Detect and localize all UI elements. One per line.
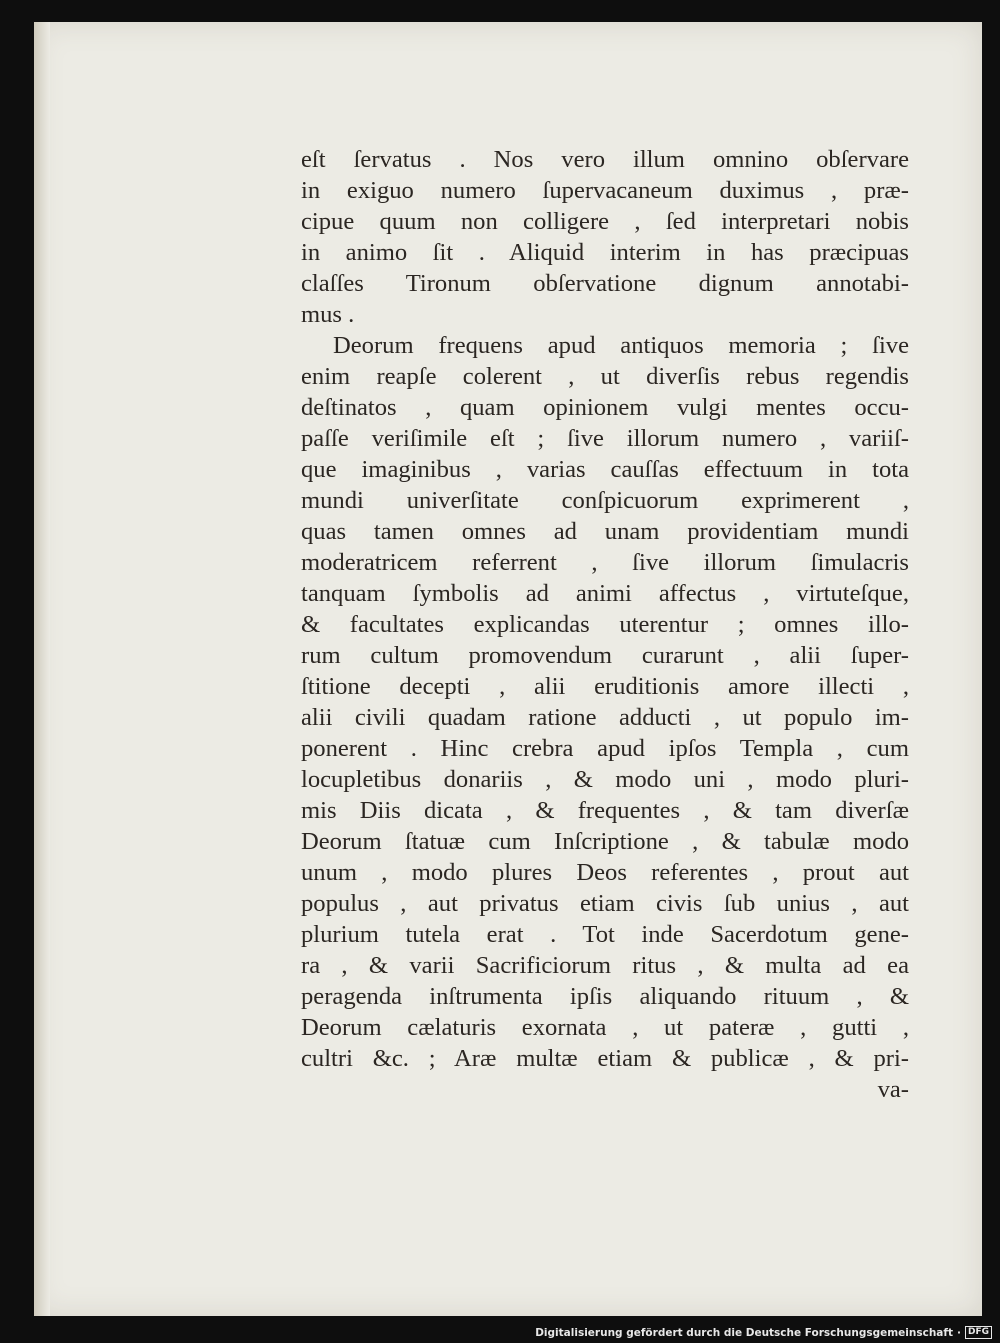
- text-line: mundi univerſitate conſpicuorum exprimerent ,: [301, 487, 909, 514]
- text-line: locupletibus donariis , & modo uni , modo pluri-: [301, 766, 909, 793]
- text-line: unum , modo plures Deos referentes , prout aut: [301, 859, 909, 886]
- text-line: ra , & varii Sacrificiorum ritus , & multa ad ea: [301, 952, 909, 979]
- dfg-logo-icon: DFG: [965, 1326, 992, 1339]
- credit-separator: ·: [956, 1326, 961, 1339]
- text-line: moderatricem referrent , ſive illorum ſimulacris: [301, 549, 909, 576]
- text-line: que imaginibus , varias cauſſas effectuum in tota: [301, 456, 909, 483]
- text-line: mis Diis dicata , & frequentes , & tam diverſæ: [301, 797, 909, 824]
- text-line: Deorum ſtatuæ cum Inſcriptione , & tabulæ modo: [301, 828, 909, 855]
- text-line: in animo ſit . Aliquid interim in has præcipuas: [301, 239, 909, 266]
- text-line: rum cultum promovendum curarunt , alii ſuper-: [301, 642, 909, 669]
- text-line: in exiguo numero ſupervacaneum duximus , præ-: [301, 177, 909, 204]
- text-line: cipue quum non colligere , ſed interpretari nobis: [301, 208, 909, 235]
- paragraph-2: [301, 330, 909, 1074]
- text-line: mus .: [301, 301, 355, 328]
- text-line: deſtinatos , quam opinionem vulgi mentes occu-: [301, 394, 909, 421]
- text-line: Deorum cælaturis exornata , ut pateræ , gutti ,: [301, 1014, 909, 1041]
- scanned-page: [34, 22, 982, 1316]
- paragraph-1: [301, 144, 909, 330]
- text-line: plurium tutela erat . Tot inde Sacerdotum gene-: [301, 921, 909, 948]
- credit-text: Digitalisierung gefördert durch die Deutsche Forschungsgemeinschaft: [535, 1326, 953, 1339]
- text-line: eſt ſervatus . Nos vero illum omnino obſervare: [301, 146, 909, 173]
- text-line: quas tamen omnes ad unam providentiam mundi: [301, 518, 909, 545]
- text-line: cultri &c. ; Aræ multæ etiam & publicæ , & pri-: [301, 1045, 909, 1072]
- text-line: enim reapſe colerent , ut diverſis rebus regendis: [301, 363, 909, 390]
- text-line: paſſe veriſimile eſt ; ſive illorum numero , variiſ-: [301, 425, 909, 452]
- text-line: tanquam ſymbolis ad animi affectus , virtuteſque,: [301, 580, 909, 607]
- text-line: alii civili quadam ratione adducti , ut populo im-: [301, 704, 909, 731]
- text-line: claſſes Tironum obſervatione dignum annotabi-: [301, 270, 909, 297]
- text-line: peragenda inſtrumenta ipſis aliquando rituum , &: [301, 983, 909, 1010]
- digitization-credit: [535, 1326, 992, 1339]
- body-text: [301, 144, 909, 1105]
- text-line: Deorum frequens apud antiquos memoria ; ſive: [333, 332, 909, 359]
- text-line: ſtitione decepti , alii eruditionis amore illecti ,: [301, 673, 909, 700]
- catchword: va-: [877, 1076, 909, 1103]
- text-line: ponerent . Hinc crebra apud ipſos Templa , cum: [301, 735, 909, 762]
- page-spine-shadow: [34, 22, 50, 1316]
- text-line: populus , aut privatus etiam civis ſub unius , aut: [301, 890, 909, 917]
- text-line: & facultates explicandas uterentur ; omnes illo-: [301, 611, 909, 638]
